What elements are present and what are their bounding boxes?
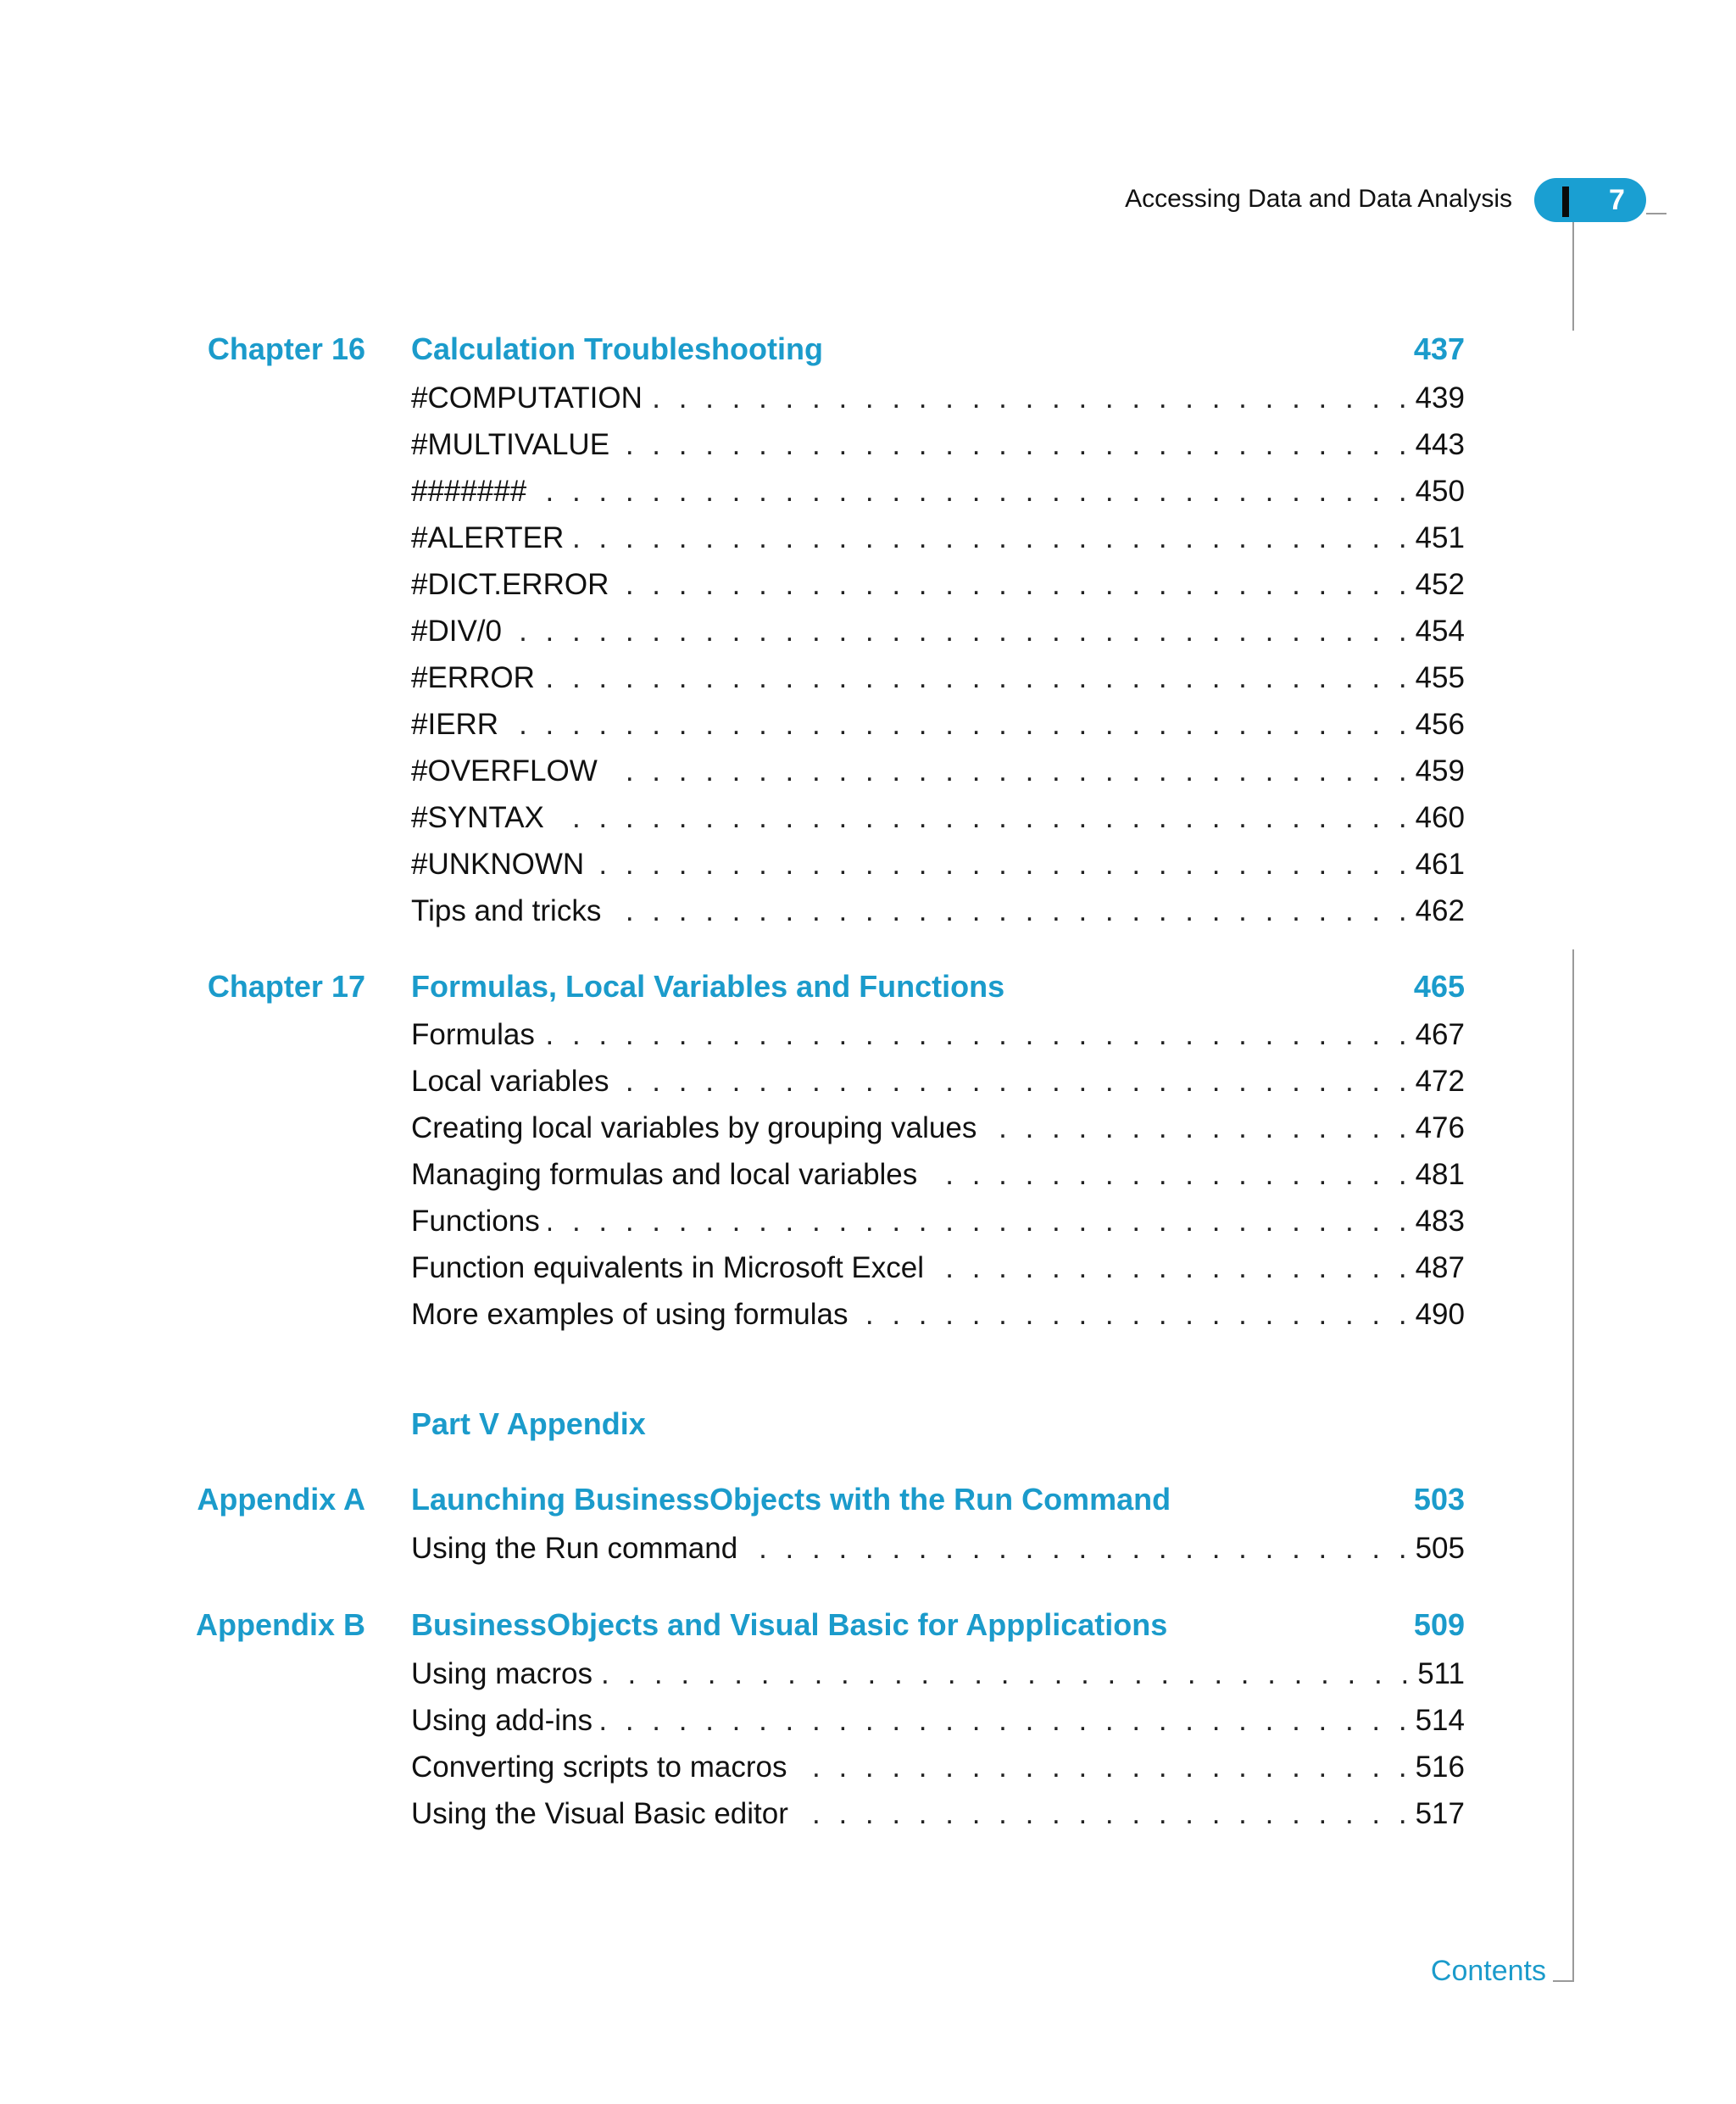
top-margin-rule [1572, 222, 1574, 331]
chapter-17-heading [0, 970, 1736, 1004]
toc-entry-title: More examples of using formulas [411, 1298, 849, 1331]
toc-entry[interactable] [411, 515, 1465, 561]
toc-entry[interactable] [411, 375, 1465, 421]
appendix-page[interactable]: 509 [1413, 1607, 1465, 1642]
toc-entry[interactable] [411, 1525, 1465, 1572]
toc-entry[interactable] [411, 1011, 1465, 1058]
toc-entry-title: #SYNTAX [411, 801, 544, 834]
toc-entry-page: 514 [1415, 1704, 1465, 1737]
dot-leader [618, 421, 1412, 468]
toc-entry-page: 452 [1415, 568, 1465, 601]
dot-leader [601, 1697, 1412, 1744]
tab-marker [1562, 186, 1569, 217]
toc-entry[interactable] [411, 1058, 1465, 1105]
toc-entry-title: #DIV/0 [411, 615, 502, 648]
dot-leader [572, 515, 1411, 561]
dot-leader [795, 1744, 1411, 1790]
chapter-title[interactable]: Formulas, Local Variables and Functions [411, 969, 1005, 1004]
toc-entry-page: 505 [1415, 1532, 1465, 1565]
toc-entry[interactable] [411, 421, 1465, 468]
dot-leader [601, 1650, 1414, 1697]
toc-entry-page: 516 [1415, 1751, 1465, 1784]
toc-entry-title: Formulas [411, 1018, 535, 1051]
dot-leader [606, 748, 1412, 794]
right-margin-rule [1572, 949, 1574, 1982]
toc-entry-page: 467 [1415, 1018, 1465, 1051]
toc-entry-title: Tips and tricks [411, 894, 602, 927]
toc-entry-page: 461 [1415, 848, 1465, 881]
toc-entry-page: 481 [1415, 1158, 1465, 1191]
dot-leader [510, 608, 1412, 654]
toc-entry[interactable] [411, 608, 1465, 654]
appendix-a-heading [0, 1483, 1736, 1517]
toc-entry-title: Converting scripts to macros [411, 1751, 787, 1784]
toc-entry-title: #UNKNOWN [411, 848, 585, 881]
page-number: 7 [1609, 184, 1625, 216]
dot-leader [609, 888, 1411, 934]
chapter-label: Chapter 16 [207, 331, 365, 366]
dot-leader [535, 468, 1411, 515]
toc-entry-title: #IERR [411, 708, 499, 741]
toc-entry-title: Function equivalents in Microsoft Excel [411, 1251, 924, 1284]
page-number-tab [1534, 178, 1646, 222]
toc-entry[interactable] [411, 701, 1465, 748]
toc-entry[interactable] [411, 654, 1465, 701]
appendix-label: Appendix B [195, 1607, 365, 1642]
toc-entry[interactable] [411, 748, 1465, 794]
toc-entry-title: ####### [411, 475, 527, 508]
appendix-a-entries [411, 1525, 1465, 1572]
toc-entry[interactable] [411, 1105, 1465, 1151]
toc-entry-title: Using the Run command [411, 1532, 738, 1565]
toc-entry[interactable] [411, 888, 1465, 934]
dot-leader [543, 654, 1412, 701]
toc-entry[interactable] [411, 841, 1465, 888]
top-tab-rule-horizontal [1646, 213, 1666, 214]
dot-leader [553, 794, 1412, 841]
part-heading [411, 1407, 646, 1441]
toc-entry-title: Using add-ins [411, 1704, 593, 1737]
toc-entry-page: 462 [1415, 894, 1465, 927]
dot-leader [746, 1525, 1411, 1572]
toc-entry-page: 472 [1415, 1065, 1465, 1098]
dot-leader [548, 1198, 1412, 1244]
appendix-b-entries [411, 1650, 1465, 1837]
toc-entry-page: 454 [1415, 615, 1465, 648]
toc-entry-page: 443 [1415, 428, 1465, 461]
dot-leader [797, 1790, 1412, 1837]
dot-leader [926, 1151, 1411, 1198]
toc-entry-page: 450 [1415, 475, 1465, 508]
toc-entry-title: Using the Visual Basic editor [411, 1797, 788, 1830]
footer-contents-link[interactable]: Contents [1430, 1955, 1546, 1987]
appendix-title[interactable]: Launching BusinessObjects with the Run Command [411, 1482, 1171, 1517]
toc-entry-title: #ERROR [411, 661, 535, 694]
toc-entry-title: Local variables [411, 1065, 609, 1098]
toc-entry-page: 511 [1417, 1657, 1465, 1690]
toc-entry[interactable] [411, 1198, 1465, 1244]
toc-entry-title: Functions [411, 1205, 540, 1238]
dot-leader [985, 1105, 1411, 1151]
toc-entry-page: 487 [1415, 1251, 1465, 1284]
appendix-title[interactable]: BusinessObjects and Visual Basic for Appplications [411, 1607, 1168, 1642]
chapter-page[interactable]: 465 [1413, 969, 1465, 1004]
toc-entry-page: 439 [1415, 381, 1465, 415]
dot-leader [857, 1291, 1412, 1338]
toc-entry[interactable] [411, 1650, 1465, 1697]
toc-entry-title: #MULTIVALUE [411, 428, 610, 461]
appendix-b-heading [0, 1608, 1736, 1642]
toc-entry[interactable] [411, 1697, 1465, 1744]
dot-leader [543, 1011, 1412, 1058]
appendix-page[interactable]: 503 [1413, 1482, 1465, 1517]
toc-entry[interactable] [411, 1744, 1465, 1790]
chapter-title[interactable]: Calculation Troubleshooting [411, 331, 823, 366]
running-header-title: Accessing Data and Data Analysis [1125, 185, 1512, 213]
chapter-label: Chapter 17 [207, 969, 365, 1004]
toc-entry-page: 451 [1415, 521, 1465, 554]
toc-entry[interactable] [411, 1790, 1465, 1837]
toc-entry-title: #COMPUTATION [411, 381, 643, 415]
toc-entry-title: #DICT.ERROR [411, 568, 609, 601]
toc-entry[interactable] [411, 1151, 1465, 1198]
dot-leader [932, 1244, 1412, 1291]
footer-rule-horizontal [1553, 1980, 1574, 1982]
part-title[interactable]: Part V Appendix [411, 1406, 646, 1441]
toc-entry[interactable] [411, 468, 1465, 515]
dot-leader [651, 375, 1412, 421]
dot-leader [593, 841, 1411, 888]
toc-entry-title: Managing formulas and local variables [411, 1158, 918, 1191]
toc-entry-page: 455 [1415, 661, 1465, 694]
dot-leader [507, 701, 1412, 748]
dot-leader [617, 561, 1411, 608]
toc-entry-title: #OVERFLOW [411, 754, 598, 788]
toc-entry[interactable] [411, 1291, 1465, 1338]
toc-entry-page: 456 [1415, 708, 1465, 741]
toc-entry[interactable] [411, 561, 1465, 608]
toc-entry-title: #ALERTER [411, 521, 565, 554]
chapter-17-entries [411, 1011, 1465, 1338]
toc-entry-page: 460 [1415, 801, 1465, 834]
chapter-16-entries [411, 375, 1465, 934]
toc-entry-page: 490 [1415, 1298, 1465, 1331]
toc-entry-page: 483 [1415, 1205, 1465, 1238]
appendix-label: Appendix A [197, 1482, 365, 1517]
chapter-page[interactable]: 437 [1413, 331, 1465, 366]
toc-entry[interactable] [411, 1244, 1465, 1291]
toc-entry[interactable] [411, 794, 1465, 841]
dot-leader [617, 1058, 1411, 1105]
toc-entry-title: Using macros [411, 1657, 593, 1690]
chapter-16-heading [0, 332, 1736, 366]
toc-entry-page: 459 [1415, 754, 1465, 788]
toc-entry-title: Creating local variables by grouping values [411, 1111, 977, 1144]
toc-entry-page: 476 [1415, 1111, 1465, 1144]
toc-entry-page: 517 [1415, 1797, 1465, 1830]
